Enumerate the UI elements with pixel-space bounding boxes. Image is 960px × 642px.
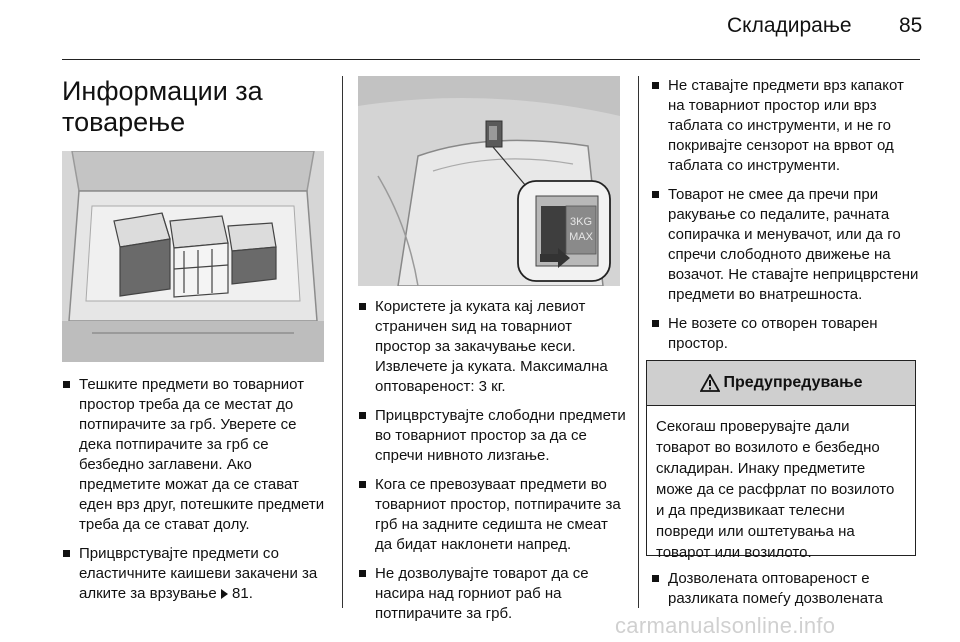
section-title: Складирање bbox=[727, 14, 852, 37]
crossref-arrow-icon bbox=[221, 589, 228, 599]
list-item bbox=[358, 564, 626, 624]
warning-title: Предупредување bbox=[723, 374, 863, 391]
trunk-crates-illustration bbox=[62, 151, 324, 362]
list-item bbox=[358, 475, 626, 555]
column-divider-2 bbox=[638, 76, 639, 608]
bullet-text: Кога се превозуваат предмети во товарниот простор, потпирачите за грб на задните седишта не смеат да бидат наклонети напред. bbox=[375, 476, 621, 553]
list-item bbox=[62, 544, 330, 604]
list-item bbox=[651, 185, 921, 305]
list-item bbox=[358, 406, 626, 466]
bullet-text: Користете ја куката кај левиот страничен sид на товарниот простор за закачување кеси. Извлечете ја куката. Максимална оптовареност: 3 кг. bbox=[375, 298, 608, 395]
col3-bullet-list-bottom bbox=[651, 569, 921, 618]
list-item bbox=[358, 297, 626, 397]
list-item bbox=[651, 314, 921, 354]
bullet-text: Тешките предмети во товарниот простор треба да се местат до потпирачите за грб. Уверете се дека потпирачите за грб се безбедно заглавени. Ако предметите можат да се стават еден врз друг, потешките предмети треба да се стават долу. bbox=[79, 376, 325, 533]
bullet-text: Не возете со отворен товарен простор. bbox=[668, 315, 878, 352]
page-number: 85 bbox=[899, 14, 923, 37]
hook-label-max: MAX bbox=[569, 231, 593, 243]
col2-bullet-list bbox=[358, 297, 626, 633]
list-item bbox=[62, 375, 330, 535]
warning-box bbox=[646, 360, 916, 561]
watermark: carmanualsonline.info bbox=[615, 613, 836, 638]
trunk-crates-drawing bbox=[62, 151, 324, 362]
warning-header bbox=[647, 361, 915, 406]
col3-bullet-list-top bbox=[651, 76, 921, 363]
column-divider-1 bbox=[342, 76, 343, 608]
list-item bbox=[651, 569, 921, 609]
bullet-text: Дозволената оптовареност е разликата помеѓу дозволената bbox=[668, 570, 883, 607]
bullet-text: Прицврстувајте предмети со еластичните каишеви закачени за алките за врзување bbox=[79, 545, 318, 602]
header-rule bbox=[62, 59, 920, 60]
col1-bullet-list bbox=[62, 375, 330, 613]
warning-triangle-icon bbox=[700, 374, 720, 392]
page-heading: Информации за товарење bbox=[62, 76, 263, 137]
bullet-text: Товарот не смее да пречи при ракување со педалите, рачната сопирачка и менувачот, или да го спречи слободното движење на возачот. Не ставајте неприцврстени предмети во внатрешноста. bbox=[668, 186, 919, 303]
list-item bbox=[651, 76, 921, 176]
trunk-hook-drawing bbox=[358, 76, 620, 286]
bullet-text: Прицврстувајте слободни предмети во товарниот простор за да се спречи нивното лизгање. bbox=[375, 407, 626, 464]
bullet-text: Не ставајте предмети врз капакот на товарниот простор или врз таблата со инструменти, и не го покривајте сензорот на врвот од таблата со инструменти. bbox=[668, 77, 904, 174]
hook-label-kg: 3KG bbox=[569, 216, 593, 228]
trunk-hook-illustration bbox=[358, 76, 620, 286]
crossref-page-link[interactable]: 81. bbox=[232, 585, 253, 602]
bullet-text: Не дозволувајте товарот да се насира над горниот раб на потпирачите за грб. bbox=[375, 565, 589, 622]
warning-text: Секогаш проверувајте дали товарот во возилото е безбедно складиран. Инаку предметите може да се расфрлат по возилото и да предизвикаат телесни повреди или оштетувања на товарот или возилото. bbox=[656, 418, 895, 561]
